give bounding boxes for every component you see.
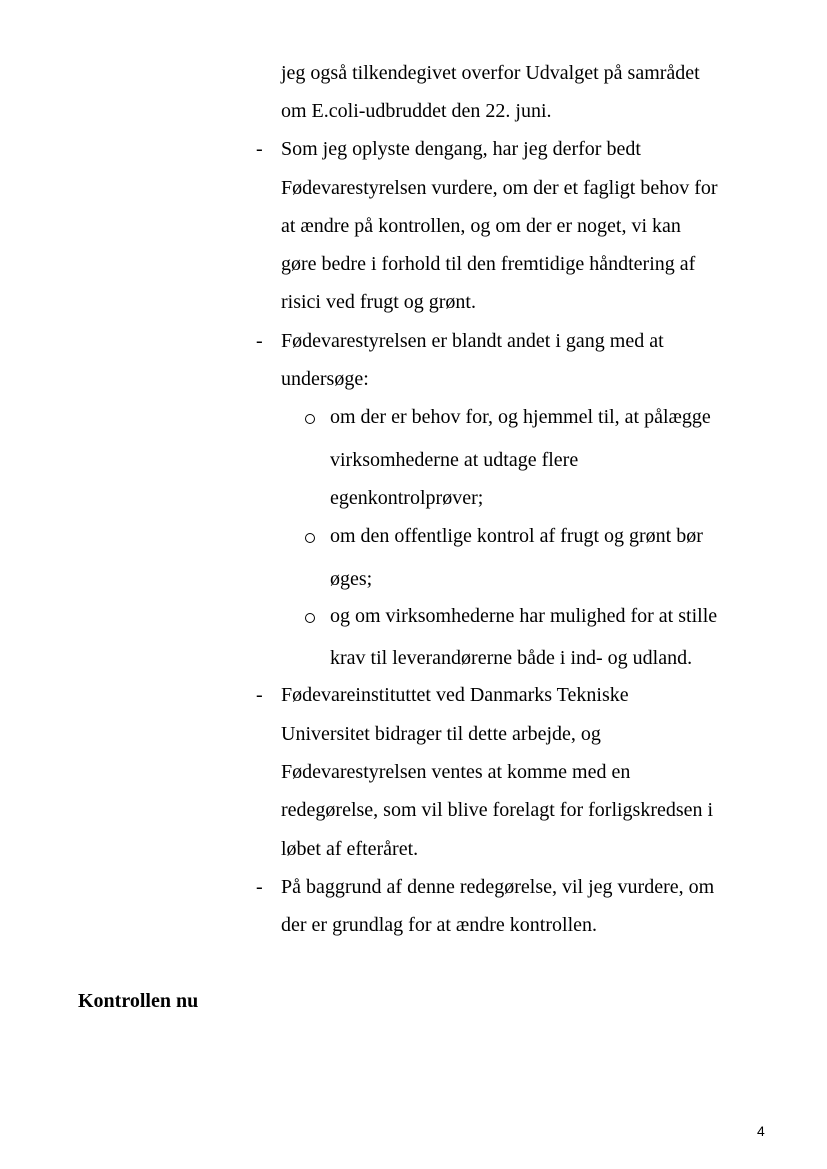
text-line: der er grundlag for at ændre kontrollen. xyxy=(281,914,598,936)
section-heading: Kontrollen nu xyxy=(78,990,199,1012)
text-line: Fødevarestyrelsen ventes at komme med en xyxy=(281,761,631,783)
text-line: På baggrund af denne redegørelse, vil jeg vurdere, om xyxy=(281,876,715,898)
dash-bullet: - xyxy=(256,330,263,352)
text-line: at ændre på kontrollen, og om der er noget, vi kan xyxy=(281,215,681,237)
text-line: øges; xyxy=(330,568,373,590)
page-number: 4 xyxy=(757,1123,765,1139)
text-line: jeg også tilkendegivet overfor Udvalget på samrådet xyxy=(281,62,700,84)
text-line: redegørelse, som vil blive forelagt for forligskredsen i xyxy=(281,799,714,821)
text-line: Fødevarestyrelsen er blandt andet i gang med at xyxy=(281,330,664,352)
text-line: om der er behov for, og hjemmel til, at pålægge xyxy=(330,406,711,428)
text-line: krav til leverandørerne både i ind- og udland. xyxy=(330,647,693,669)
text-line: Universitet bidrager til dette arbejde, og xyxy=(281,723,601,745)
dash-bullet: - xyxy=(256,876,263,898)
dash-bullet: - xyxy=(256,138,263,160)
text-line: Som jeg oplyste dengang, har jeg derfor bedt xyxy=(281,138,641,160)
text-line: gøre bedre i forhold til den fremtidige håndtering af xyxy=(281,253,696,275)
dash-bullet: - xyxy=(256,684,263,706)
text-line: om E.coli-udbruddet den 22. juni. xyxy=(281,100,552,122)
circle-bullet-icon xyxy=(305,533,315,543)
text-line: om den offentlige kontrol af frugt og grønt bør xyxy=(330,525,703,547)
text-line: løbet af efteråret. xyxy=(281,838,419,860)
text-line: virksomhederne at udtage flere xyxy=(330,449,579,471)
circle-bullet-icon xyxy=(305,414,315,424)
text-line: egenkontrolprøver; xyxy=(330,487,484,509)
text-line: Fødevarestyrelsen vurdere, om der et fagligt behov for xyxy=(281,177,718,199)
text-line: Fødevareinstituttet ved Danmarks Tekniske xyxy=(281,684,629,706)
text-line: undersøge: xyxy=(281,368,369,390)
circle-bullet-icon xyxy=(305,613,315,623)
text-line: og om virksomhederne har mulighed for at stille xyxy=(330,605,718,627)
text-line: risici ved frugt og grønt. xyxy=(281,291,476,313)
